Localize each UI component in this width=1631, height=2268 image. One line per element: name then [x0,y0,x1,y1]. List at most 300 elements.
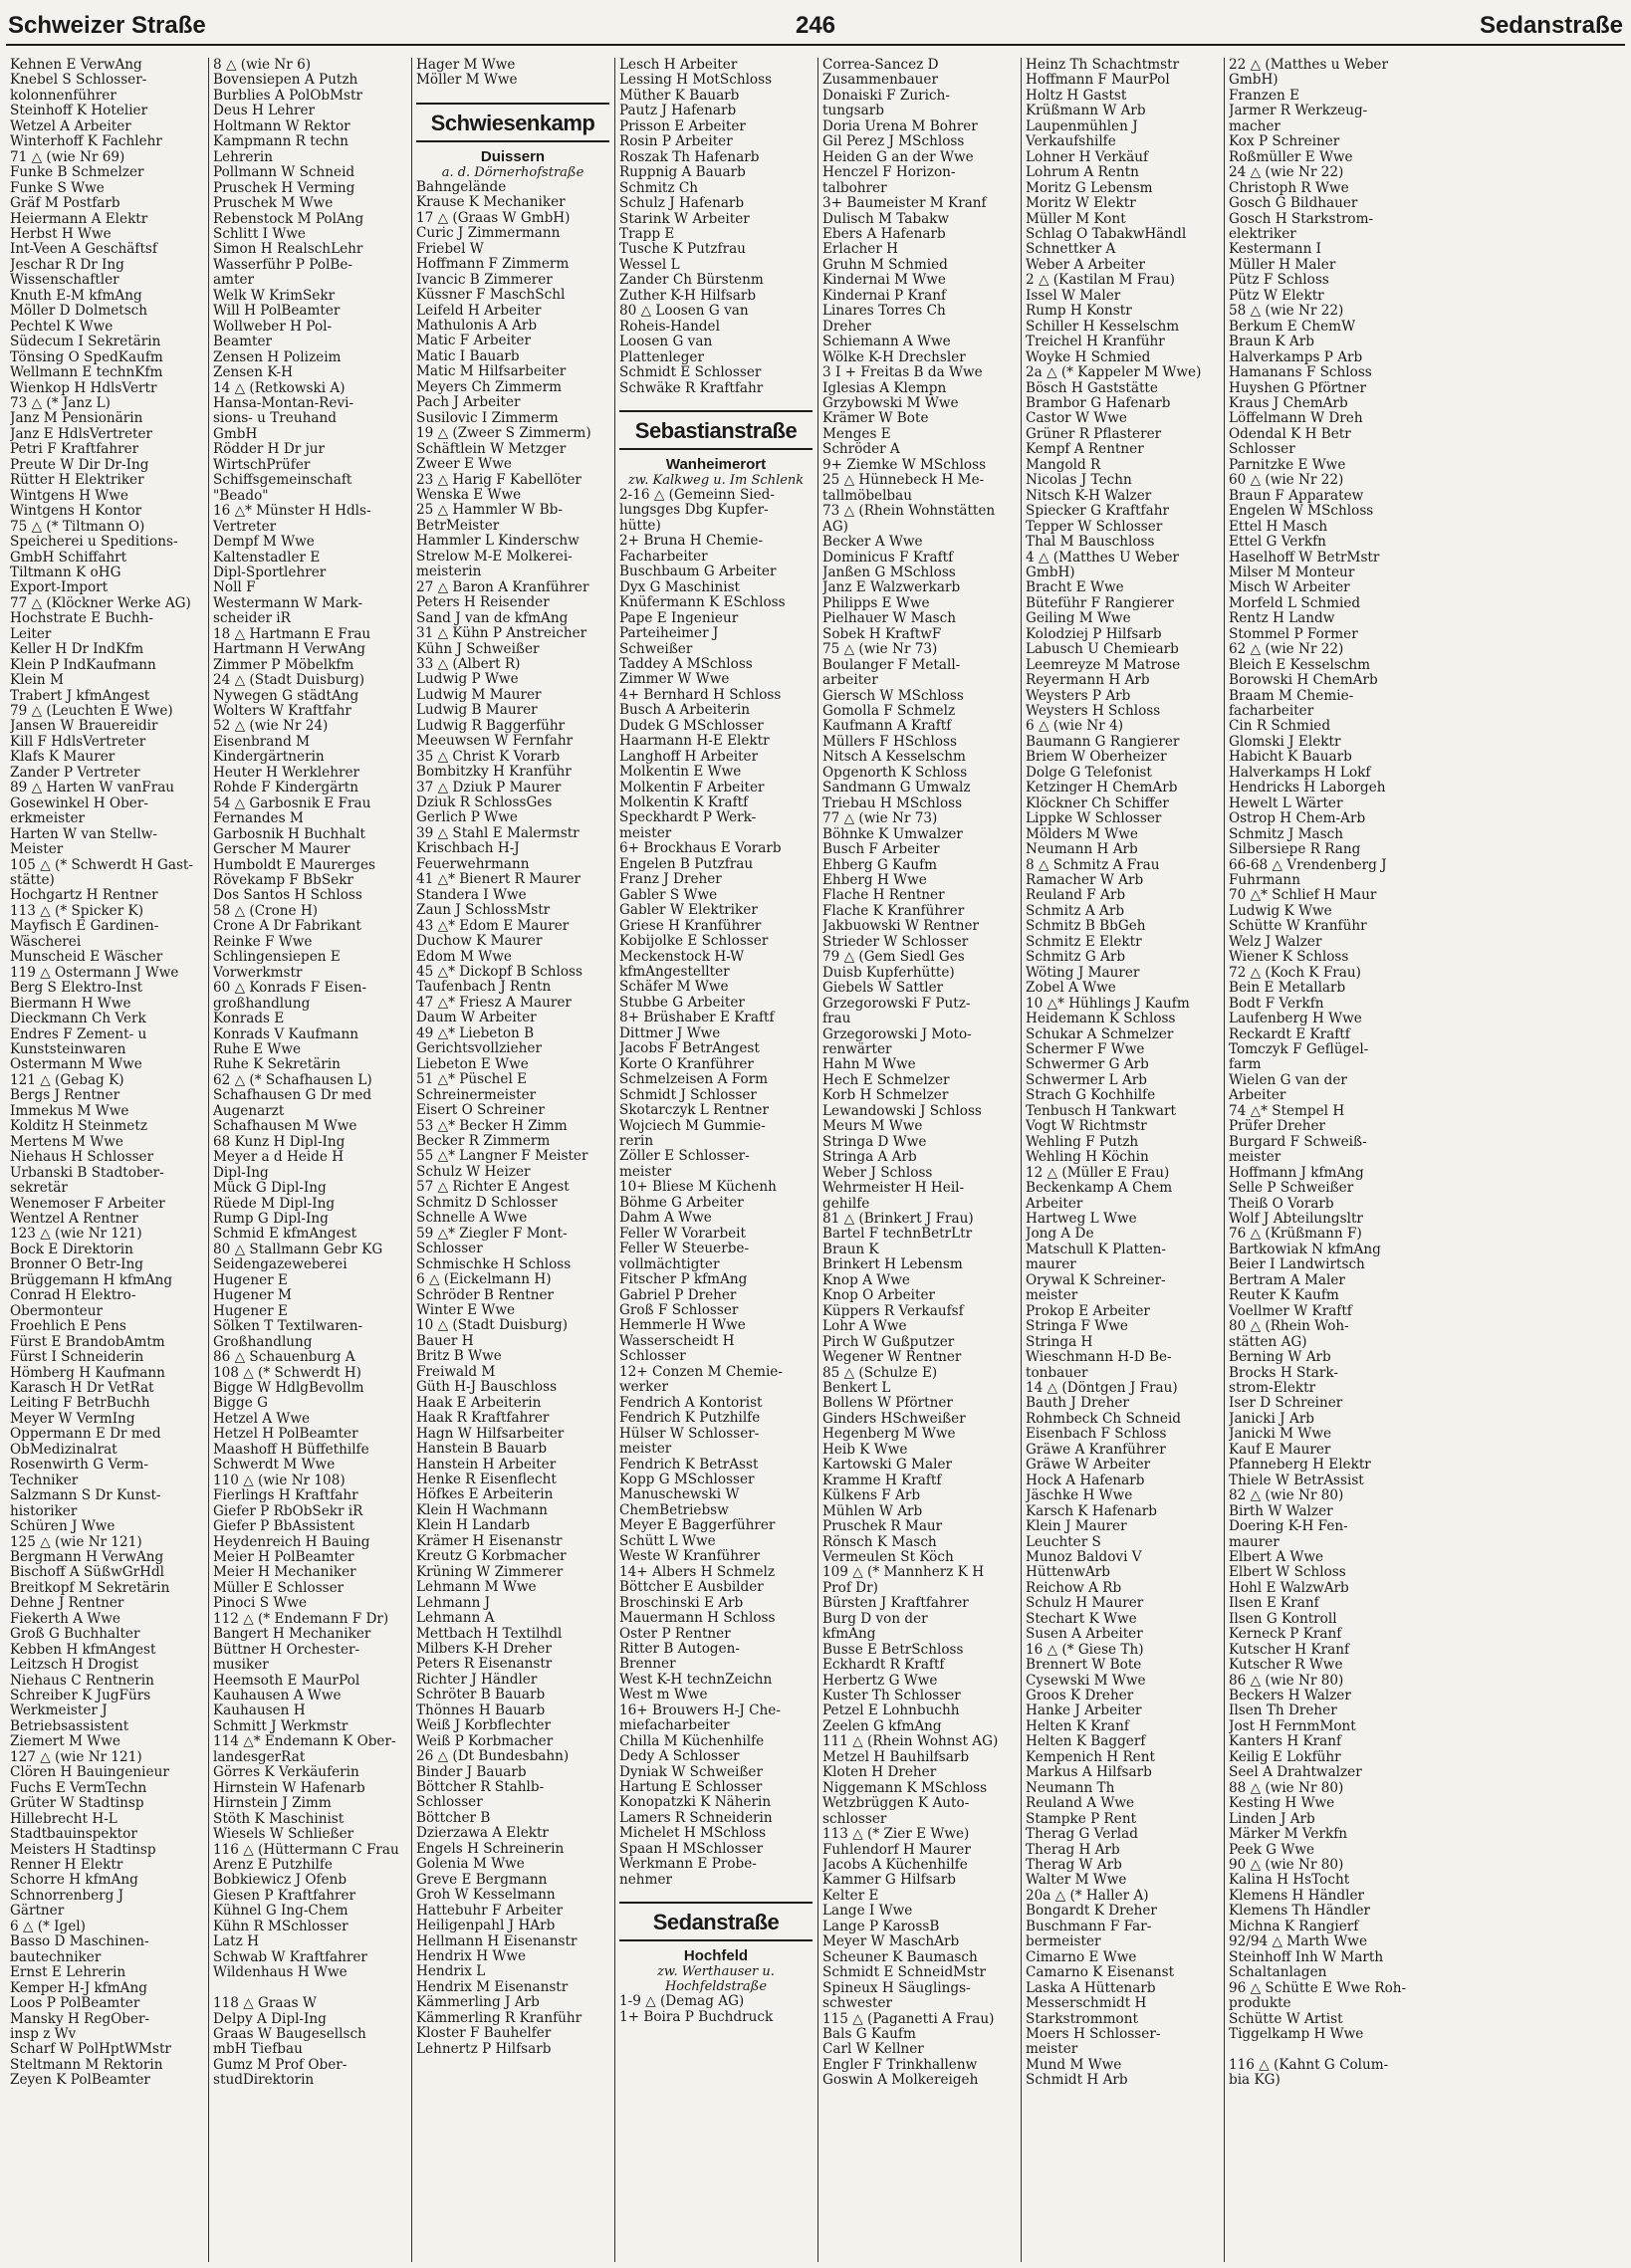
directory-entry: 60 △ (wie Nr 22) [1229,473,1344,489]
directory-entry: 110 △ (wie Nr 108) [213,1473,346,1488]
directory-entry: Iser D Schreiner [1229,1396,1343,1412]
directory-entry: Parnitzke E Wwe [1229,457,1346,473]
directory-entry: Zaun J SchlossMstr [416,903,551,919]
street-name: Sedanstraße [652,1910,780,1935]
directory-entry: Klemens H Händler [1229,1888,1365,1904]
directory-entry: 26 △ (Dt Bundesbahn) [416,1749,570,1765]
directory-entry: Kloster F Bauhelfer [416,2026,552,2042]
directory-entry: Schmelzeisen A Form [619,1072,769,1088]
directory-entry: Pütz F Schloss [1229,273,1329,289]
directory-entry: Ernst E Lehrerin [10,1965,126,1981]
directory-entry: 10+ Bliese M Küchenh [619,1180,777,1196]
directory-entry: Laufenberg H Wwe [1229,1012,1362,1027]
directory-entry: Pruschek R Maur [822,1519,943,1535]
directory-entry: Kutscher H Kranf [1229,1642,1350,1658]
directory-entry: Krämer W Bote [822,411,929,427]
street-heading [619,410,813,450]
directory-entry: Schiemann A Wwe [822,335,951,350]
directory-entry: BetrMeister [416,518,500,534]
directory-entry: Correa-Sancez D [822,58,939,73]
directory-entry: Schukar A Schmelzer [1026,1026,1174,1042]
directory-entry: Kämmerling R Kranführ [416,2010,582,2026]
directory-entry: Schlosser [1229,442,1295,458]
directory-entry: Kramme H Kraftf [822,1473,942,1488]
directory-entry: 41 △* Bienert R Maurer [416,872,582,888]
directory-entry: Hegenberg M Wwe [822,1427,956,1443]
directory-entry: Rüede M Dipl-Ing [213,1196,336,1212]
directory-entry: Schreiber K JugFürs [10,1689,151,1704]
directory-entry: Schulz W Heizer [416,1164,531,1180]
directory-entry: Schmitz A Arb [1026,903,1125,919]
directory-entry: Meyer W MaschArb [822,1934,960,1950]
directory-entry: 116 △ (Hüttermann C Frau [213,1842,399,1858]
directory-entry: Zander P Vertreter [10,765,140,781]
directory-entry: Ehberg H Wwe [822,873,927,889]
directory-entry: Dolge G Telefonist [1026,765,1152,781]
directory-entry: Greve E Bergmann [416,1872,548,1888]
directory-entry: Goswin A Molkereigeh [822,2073,979,2089]
directory-entry: Therag H Arb [1026,1842,1120,1858]
directory-entry: Ilsen Th Dreher [1229,1703,1337,1719]
directory-entry: 27 △ Baron A Kranführer [416,579,589,595]
directory-entry: Lange P KarossB [822,1919,940,1934]
directory-entry: Bischoff A SüßwGrHdl [10,1565,165,1581]
directory-entry: Lehmann M Wwe [416,1580,537,1596]
directory-entry: Roheis-Handel [619,319,720,335]
directory-entry: Odendal K H Betr [1229,426,1351,442]
directory-entry: Böhme G Arbeiter [619,1195,744,1211]
directory-entry: Nitsch K-H Walzer [1026,488,1152,504]
directory-entry: Schwerdt M Wwe [213,1458,336,1474]
directory-entry: Jäschke H Wwe [1026,1488,1133,1504]
directory-entry: Mund M Wwe [1026,2057,1122,2073]
district-heading [619,456,813,488]
directory-entry: Westermann W Mark- [213,595,363,611]
directory-entry: Janz M Pensionärin [10,411,143,427]
entry-list [822,58,1016,2089]
directory-entry: Hewelt L Wärter [1229,795,1343,811]
directory-entry: Seel A Drahtwalzer [1229,1765,1362,1781]
directory-entry: Golenia M Wwe [416,1857,525,1873]
column-7 [1225,58,1428,2262]
directory-entry: Kindernai M Wwe [822,273,946,289]
directory-entry: Schmischke H Schloss [416,1256,572,1272]
directory-entry: Fierlings H Kraftfahr [213,1488,358,1504]
directory-entry: Schmid E kfmAngest [213,1227,357,1243]
directory-entry: 18 △ Hartmann E Frau [213,626,371,642]
directory-entry: Arbeiter [1229,1088,1286,1104]
directory-entry: insp z Wv [10,2027,77,2042]
directory-entry: Endres F Zement- u [10,1026,147,1042]
directory-entry: Winter E Wwe [416,1302,516,1318]
directory-entry: 111 △ (Rhein Wohnst AG) [822,1734,999,1750]
directory-entry: Ruhe K Sekretärin [213,1057,341,1073]
directory-entry: Großhandlung [213,1334,313,1350]
directory-entry: Meisters H Stadtinsp [10,1842,156,1858]
directory-entry: Hanke J Arbeiter [1026,1703,1142,1719]
directory-entry: 113 △ (* Zier E Wwe) [822,1827,970,1843]
directory-entry: Sölken T Textilwaren- [213,1319,363,1335]
directory-entry: Birth W Walzer [1229,1503,1333,1519]
directory-entry: Ruppnig A Bauarb [619,165,746,181]
directory-entry: Reuter K Kaufm [1229,1288,1339,1304]
directory-entry: Dahm A Wwe [619,1211,712,1227]
directory-entry: Kill F HdlsVertreter [10,734,146,750]
directory-entry: Leifeld H Arbeiter [416,303,542,319]
directory-entry: Heib K Wwe [822,1442,908,1458]
directory-entry: Meier H Mechaniker [213,1565,356,1581]
directory-entry: Niggemann K MSchloss [822,1780,988,1796]
directory-entry: macher [1229,118,1281,134]
directory-entry: Zimmer P Möbelkfm [213,657,354,673]
directory-entry: Reyermann H Arb [1026,673,1150,689]
directory-entry: Humboldt E Maurerges [213,857,376,873]
directory-entry: Zensen K-H [213,365,293,381]
directory-entry: 8 △ (wie Nr 6) [213,58,312,73]
directory-entry: Feller W Steuerbe- [619,1242,750,1257]
directory-entry: 22 △ (Matthes u Weber [1229,58,1388,73]
directory-entry: 89 △ Harten W vanFrau [10,781,175,796]
directory-entry: Laupenmühlen J [1026,118,1138,134]
directory-entry: Weste W Kranführer [619,1549,761,1565]
directory-entry: Schmitz Ch [619,180,699,196]
directory-entry: Eisenbach F Schloss [1026,1427,1167,1443]
directory-entry: Schermer F Wwe [1026,1042,1145,1057]
directory-entry: Vertreter [213,519,277,535]
directory-entry: Peters R Eisenanstr [416,1657,553,1673]
directory-entry: Kloten H Dreher [822,1765,937,1781]
directory-entry: Lamers R Schneiderin [619,1810,773,1826]
directory-entry: Flache H Rentner [822,888,945,904]
directory-entry: Nitsch A Kesselschm [822,750,966,766]
directory-entry: Simon H RealschLehr [213,242,363,258]
directory-entry: Peek G Wwe [1229,1842,1315,1858]
directory-entry: Winterhoff K Fachlehr [10,134,162,150]
directory-entry: Erlacher H [822,242,898,258]
directory-entry: Neumann H Arb [1026,842,1138,858]
directory-entry: Fuhrmann [1229,873,1300,889]
directory-entry: Bartel F technBetrLtr [822,1227,973,1243]
directory-entry: 58 △ (wie Nr 22) [1229,304,1344,320]
directory-entry: Voellmer W Kraftf [1229,1303,1352,1319]
directory-entry: Rönsch K Masch [822,1534,937,1550]
directory-entry: 9+ Ziemke W MSchloss [822,457,987,473]
directory-entry: schlosser [822,1811,887,1827]
directory-entry: Stommel P Former [1229,626,1358,642]
directory-entry: AG) [822,519,848,535]
directory-entry: Harten W van Stellw- [10,826,157,842]
directory-entry: 19 △ (Zweer S Zimmerm) [416,426,591,442]
directory-entry: Stampke P Rent [1026,1811,1137,1827]
directory-entry: Bracht E Wwe [1026,580,1124,596]
directory-entry: Hammler L Kinderschw [416,534,580,550]
directory-entry: Leiter [10,626,52,642]
directory-entry: Ludwig B Maurer [416,703,538,719]
directory-entry: Berg S Elektro-Inst [10,981,143,997]
directory-entry: 47 △* Friesz A Maurer [416,995,572,1011]
directory-entry: Hugener M [213,1288,292,1304]
directory-columns [6,58,1625,2262]
directory-entry: Wiesels W Schließer [213,1827,354,1843]
directory-entry: farm [1229,1057,1262,1073]
directory-entry: sions- u Treuhand [213,411,337,427]
directory-entry: Groß G Buchhalter [10,1627,140,1643]
directory-entry: 79 △ (Leuchten E Wwe) [10,704,173,720]
directory-entry: Basso D Maschinen- [10,1934,149,1950]
directory-entry: Matic I Bauarb [416,348,520,364]
directory-entry: Gerlich P Wwe [416,810,518,826]
directory-entry: Mölders M Wwe [1026,826,1138,842]
directory-entry: Wöting J Maurer [1026,965,1140,981]
directory-entry: meister [1229,1150,1282,1166]
directory-entry: Rövekamp F BbSekr [213,873,353,889]
directory-entry: Stringa D Wwe [822,1134,927,1150]
directory-entry: Berning W Arb [1229,1350,1331,1366]
directory-entry: Woyke H Schmied [1026,349,1151,365]
directory-entry: Schlitt I Wwe [213,226,306,242]
directory-entry: strom-Elektr [1229,1380,1316,1396]
directory-entry: Therag G Verlad [1026,1827,1138,1843]
directory-entry: maurer [1026,1257,1076,1273]
directory-entry: Hillebrecht H-L [10,1811,117,1827]
directory-entry: Schnettker A [1026,242,1116,258]
directory-entry: 92/94 △ Marth Wwe [1229,1934,1367,1950]
directory-entry: 16 △ (* Giese Th) [1026,1642,1144,1658]
directory-entry: Tomczyk F Geflügel- [1229,1042,1369,1057]
directory-entry: Schlosser [619,1349,686,1365]
directory-entry: 6+ Brockhaus E Vorarb [619,841,782,857]
directory-entry: Schlag O TabakwHändl [1026,226,1187,242]
directory-entry: Hirnstein W Hafenarb [213,1780,365,1796]
directory-entry: Briem W Oberheizer [1026,750,1167,766]
directory-entry: 6 △ (Eickelmann H) [416,1272,552,1288]
directory-entry: Schlosser [416,1242,483,1257]
directory-entry: Augenarzt [213,1103,285,1119]
directory-entry: hütte) [619,518,661,534]
directory-entry: Moritz W Elektr [1026,196,1136,212]
column-4 [615,58,818,2262]
directory-entry: GmbH) [1229,73,1279,89]
directory-entry: Strieder W Schlosser [822,934,969,950]
directory-entry: 14 △ (Döntgen J Frau) [1026,1380,1178,1396]
directory-entry: werker [619,1380,668,1396]
directory-entry: Eisert O Schreiner [416,1103,545,1119]
directory-entry: Ivancic B Zimmerer [416,272,553,288]
directory-entry: Pape E Ingenieur [619,610,739,626]
directory-entry: Kempf A Rentner [1026,442,1144,458]
directory-entry: Zensen H Polizeim [213,349,342,365]
directory-entry: Lewandowski J Schloss [822,1103,982,1119]
directory-entry: Kox P Schreiner [1229,134,1340,150]
directory-entry: Philipps E Wwe [822,595,930,611]
directory-entry: Mertens M Wwe [10,1134,123,1150]
directory-entry: Schmitz D Schlosser [416,1195,558,1211]
directory-entry: großhandlung [213,996,311,1012]
directory-entry: Kraus J ChemArb [1229,395,1348,411]
directory-entry: Kauhausen H [213,1703,306,1719]
directory-entry: Wehling F Putzh [1026,1134,1139,1150]
directory-entry: Hanstein B Bauarb [416,1442,548,1458]
directory-entry: Kolodziej P Hilfsarb [1026,626,1162,642]
directory-entry: Lehmann A [416,1611,495,1627]
directory-entry: Braun F Apparatew [1229,488,1364,504]
directory-entry: Opgenorth K Schloss [822,765,968,781]
directory-entry: Hochstrate E Buchh- [10,611,153,627]
directory-entry: Metzel H Bauhilfsarb [822,1749,970,1765]
directory-entry: Schmitz J Masch [1229,826,1344,842]
directory-entry: Kehnen E VerwAng [10,58,142,73]
directory-entry: Binder J Bauarb [416,1764,527,1780]
directory-entry: Engelen B Putzfrau [619,856,754,872]
directory-entry: 73 △ (Rhein Wohnstätten [822,504,996,520]
directory-entry: Löffelmann W Dreh [1229,411,1363,427]
directory-entry: Selle P Schweißer [1229,1181,1354,1197]
directory-entry: Halverkamps H Lokf [1229,765,1371,781]
directory-entry: Hetzel H PolBeamter [213,1427,358,1443]
directory-entry: Deus H Lehrer [213,104,316,119]
directory-entry: 17 △ (Graas W GmbH) [416,210,571,226]
directory-entry: Reichow A Rb [1026,1580,1122,1596]
directory-entry: Bösch H Gaststätte [1026,380,1158,396]
directory-entry: Trapp E [619,226,675,242]
directory-entry: ChemBetriebsw [619,1502,729,1518]
directory-entry: Gruhn M Schmied [822,257,948,273]
directory-entry: Klemens Th Händler [1229,1904,1370,1920]
directory-entry: Ramacher W Arb [1026,873,1144,889]
directory-entry: Tiltmann K oHG [10,565,121,580]
directory-entry: Ginders HSchweißer [822,1411,966,1427]
directory-entry: Hendrix H Wwe [416,1949,527,1965]
directory-entry: Klein J Maurer [1026,1519,1127,1535]
directory-entry: Janz E HdlsVertreter [10,426,153,442]
directory-entry: Büttner H Orchester- [213,1642,360,1658]
directory-entry: erkmeister [10,811,86,827]
directory-entry: Kunststeinwaren [10,1042,126,1057]
directory-entry: Camarno K Eisenanst [1026,1965,1175,1981]
directory-entry: Kesting H Wwe [1229,1796,1335,1812]
directory-entry: Noll F [213,580,256,596]
directory-entry: Stringa F Wwe [1026,1319,1128,1335]
directory-entry: Ehberg G Kaufm [822,857,938,873]
directory-entry: Schiffsgemeinschaft [213,473,352,489]
directory-entry: Moers H Schlosser- [1026,2027,1161,2042]
directory-entry: Dedy A Schlosser [619,1749,740,1765]
directory-entry: Dipl-Ing [213,1165,269,1181]
directory-entry: 76 △ (Krüßmann F) [1229,1227,1362,1243]
directory-entry: Pielhauer W Masch [822,611,957,627]
directory-entry: Wissenschaftler [10,273,119,289]
directory-entry: Doering K-H Fen- [1229,1519,1348,1535]
directory-entry: 54 △ Garbosnik E Frau [213,795,371,811]
directory-entry: Reckardt E Kraftf [1229,1026,1350,1042]
directory-entry: Hoffmann F MaurPol [1026,73,1170,89]
directory-entry: Hömberg H Kaufmann [10,1365,165,1381]
directory-entry: Ludwig K Wwe [1229,903,1332,919]
directory-entry: Lohr A Wwe [822,1319,907,1335]
directory-entry: Zander Ch Bürstenm [619,273,764,289]
directory-entry: Hagn W Hilfsarbeiter [416,1426,565,1442]
directory-entry: Matschull K Platten- [1026,1242,1166,1257]
directory-entry: Vermeulen St Köch [822,1549,954,1565]
directory-entry: Bronner O Betr-Ing [10,1257,143,1273]
directory-entry: 8 △ Schmitz A Frau [1026,857,1160,873]
directory-entry: Klafs K Maurer [10,750,116,766]
directory-entry: Haak E Arbeiterin [416,1395,542,1411]
directory-entry: Wielen G van der [1229,1072,1347,1088]
directory-entry: 2 △ (Kastilan M Frau) [1026,273,1175,289]
directory-entry: 55 △* Langner F Meister [416,1149,588,1165]
directory-entry: Friebel W [416,241,484,257]
directory-entry: Hock A Hafenarb [1026,1473,1145,1488]
directory-entry: Fürst E BrandobAmtm [10,1334,165,1350]
directory-entry: kfmAng [822,1627,876,1643]
directory-entry: Kauhausen A Wwe [213,1689,342,1704]
directory-entry: Salzmann S Dr Kunst- [10,1488,161,1504]
directory-entry: Rosin P Arbeiter [619,134,733,150]
directory-entry: Pechtel K Wwe [10,319,114,335]
directory-entry: Hugener E [213,1272,288,1288]
directory-entry: 115 △ (Paganetti A Frau) [822,2011,995,2027]
directory-entry: Grzegorowski F Putz- [822,996,971,1012]
directory-entry: Meyers Ch Zimmerm [416,379,562,395]
directory-entry: Markus A Hilfsarb [1026,1765,1152,1781]
directory-entry: Steinhoff K Hotelier [10,104,148,119]
directory-entry: musiker [213,1658,269,1674]
directory-entry: Lessing H MotSchloss [619,73,773,89]
directory-entry: Bigge G [213,1396,268,1412]
directory-entry: Rebenstock M PolAng [213,211,364,227]
entry-list-bottom [619,1994,813,2025]
directory-entry: Langhoff H Arbeiter [619,749,759,765]
directory-entry: Bodt F Verkfn [1229,996,1324,1012]
header-street-left: Schweizer Straße [8,12,206,39]
directory-entry: Hugener E [213,1303,288,1319]
directory-entry: Pruschek M Wwe [213,196,334,212]
directory-entry: Preute W Dir Dr-Ing [10,457,149,473]
directory-entry: Morfeld L Schmied [1229,595,1361,611]
directory-entry: Garbosnik H Buchhalt [213,826,365,842]
directory-entry: Wetzbrüggen K Auto- [822,1796,970,1812]
directory-entry: Meister [10,842,64,858]
directory-entry: Niehaus H Schlosser [10,1150,154,1166]
directory-entry: Hochgartz H Rentner [10,888,158,904]
directory-entry: Steinhoff Inh W Marth [1229,1949,1384,1965]
directory-entry: Gabler W Elektriker [619,903,758,919]
directory-entry: Wölke K-H Drechsler [822,349,966,365]
directory-entry: mbH Tiefbau [213,2042,303,2058]
directory-entry: Groß F Schlosser [619,1302,739,1318]
directory-entry: scheider iR [213,611,291,627]
directory-entry: Braam M Chemie- [1229,688,1354,704]
directory-entry: Prüfer Dreher [1229,1119,1326,1135]
directory-entry: Iglesias A Klempn [822,380,947,396]
directory-entry: Beier I Landwirtsch [1229,1257,1365,1273]
directory-entry: Matic M Hilfsarbeiter [416,364,567,380]
directory-entry: Stechart K Wwe [1026,1611,1137,1627]
directory-entry: Rump G Dipl-Ing [213,1211,329,1227]
directory-entry: Reuland F Arb [1026,888,1126,904]
directory-entry: 8+ Brüshaber E Kraftf [619,1011,775,1026]
directory-entry: 23 △ Harig F Kabellöter [416,472,582,488]
directory-entry: renwärter [822,1042,892,1057]
directory-entry: Zweer E Wwe [416,457,512,473]
directory-entry: Wentzel A Rentner [10,1211,138,1227]
directory-entry: Bleich E Kesselschm [1229,657,1371,673]
directory-entry: Fendrich K Putzhilfe [619,1411,761,1427]
directory-entry: Loos P PolBeamter [10,1996,140,2012]
street-name: Schwiesenkamp [430,110,595,135]
directory-entry: Zöller E Schlosser- [619,1149,750,1165]
